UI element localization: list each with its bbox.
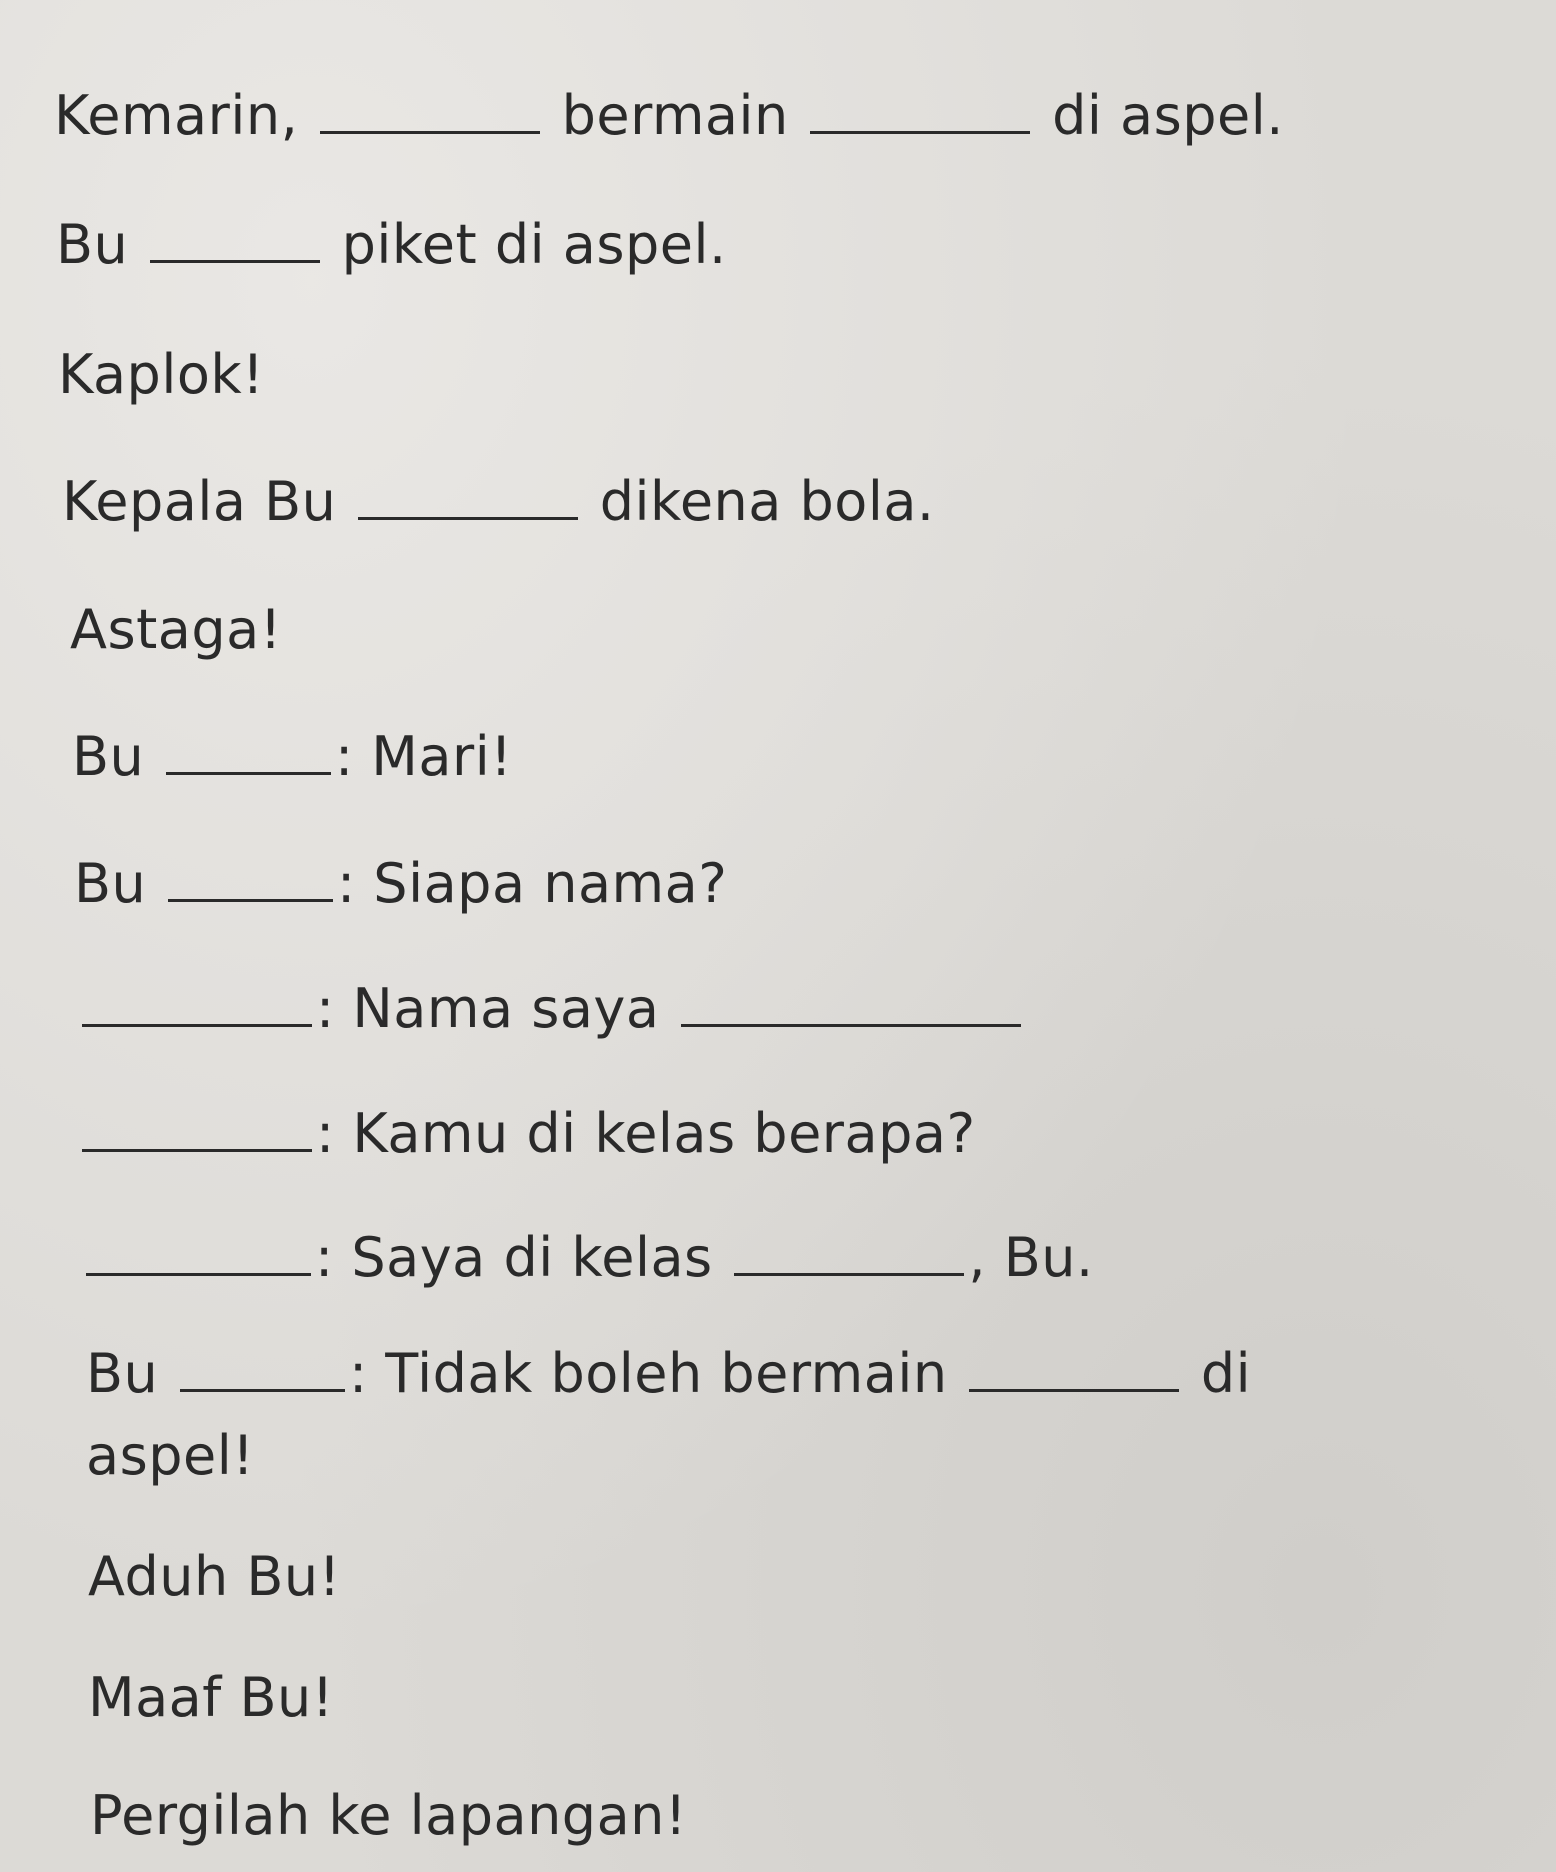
text: Bu: [74, 852, 147, 915]
text: Bu: [72, 725, 145, 788]
sentence-7: [88, 1666, 334, 1730]
sentence-2: [56, 213, 727, 277]
text: Kaplok!: [58, 343, 265, 406]
sentence-6: [88, 1545, 341, 1609]
blank-field[interactable]: [358, 473, 578, 520]
text: Kemarin,: [54, 84, 299, 147]
blank-field[interactable]: [150, 216, 320, 263]
dialogue-6: [86, 1342, 1251, 1406]
text: di aspel.: [1052, 84, 1284, 147]
blank-field[interactable]: [86, 1229, 311, 1276]
sentence-8: [90, 1784, 687, 1848]
sentence-3: [58, 343, 264, 407]
text: Maaf Bu!: [88, 1666, 334, 1729]
text: Pergilah ke lapangan!: [90, 1784, 688, 1847]
text: : Saya di kelas: [315, 1226, 713, 1289]
text: Kepala Bu: [62, 470, 337, 533]
text: aspel!: [86, 1424, 255, 1487]
blank-field[interactable]: [810, 87, 1030, 134]
text: : Nama saya: [316, 977, 660, 1040]
text: : Mari!: [334, 725, 513, 788]
sentence-5: [70, 598, 282, 662]
text: Astaga!: [70, 598, 282, 661]
text: , Bu.: [968, 1226, 1094, 1289]
sentence-1: [54, 84, 1284, 148]
text: di: [1200, 1342, 1252, 1405]
blank-field[interactable]: [969, 1345, 1179, 1392]
dialogue-2: [74, 852, 727, 916]
blank-field[interactable]: [734, 1229, 964, 1276]
text: dikena bola.: [599, 470, 935, 533]
text: Bu: [56, 213, 129, 276]
blank-field[interactable]: [82, 1105, 312, 1152]
text: Bu: [86, 1342, 159, 1405]
blank-field[interactable]: [82, 980, 312, 1027]
dialogue-1: [72, 725, 512, 789]
blank-field[interactable]: [168, 855, 333, 902]
text: : Kamu di kelas berapa?: [316, 1102, 976, 1165]
dialogue-4: [78, 1102, 976, 1166]
dialogue-6-continued: [86, 1424, 254, 1488]
blank-field[interactable]: [166, 728, 331, 775]
text: bermain: [561, 84, 789, 147]
dialogue-5: [82, 1226, 1094, 1290]
text: piket di aspel.: [341, 213, 727, 276]
text: Aduh Bu!: [88, 1545, 341, 1608]
dialogue-3: [78, 977, 1025, 1041]
blank-field[interactable]: [180, 1345, 345, 1392]
sentence-4: [62, 470, 935, 534]
blank-field[interactable]: [681, 980, 1021, 1027]
text: : Tidak boleh bermain: [348, 1342, 948, 1405]
blank-field[interactable]: [320, 87, 540, 134]
text: : Siapa nama?: [336, 852, 728, 915]
